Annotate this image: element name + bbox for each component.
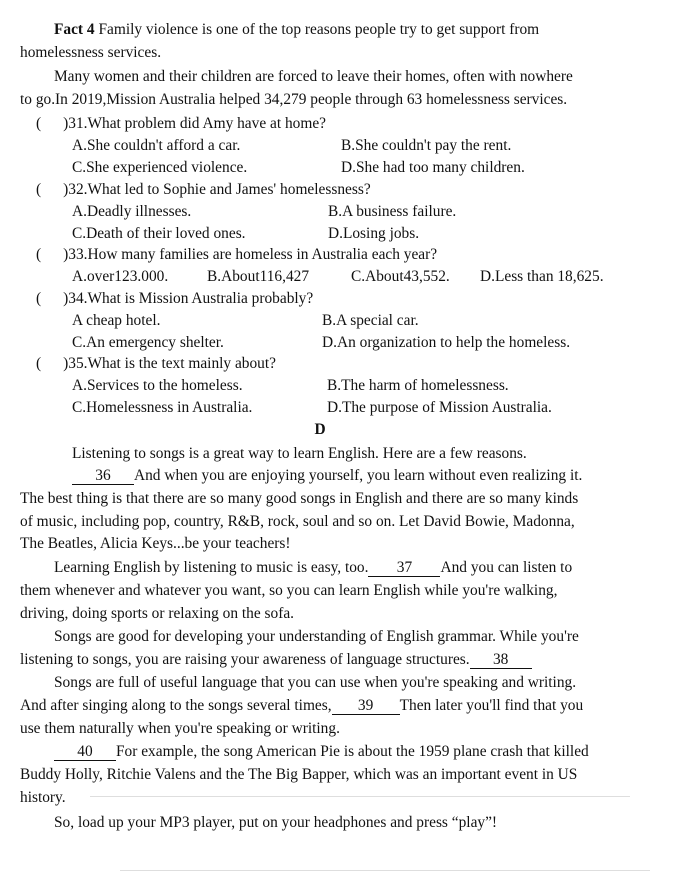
- option-a: A.over123.000.: [72, 268, 169, 285]
- question-33-stem: [36, 244, 677, 265]
- answer-paren: (: [36, 246, 42, 263]
- paragraph-text: And you can listen to: [440, 559, 573, 576]
- option-a: A.She couldn't afford a car.: [72, 137, 241, 154]
- option-b: B.The harm of homelessness.: [327, 377, 509, 394]
- option-c: C.About43,552.: [351, 268, 450, 285]
- answer-paren: (: [36, 181, 42, 198]
- option-b: B.A special car.: [322, 312, 419, 329]
- blank-38[interactable]: 38: [470, 651, 532, 669]
- option-a: A.Deadly illnesses.: [72, 203, 192, 220]
- answer-paren: (: [36, 115, 42, 132]
- paragraph-text: And after singing along to the songs several times,: [20, 697, 332, 714]
- answer-paren: (: [36, 290, 42, 307]
- paragraph-4-line-1: Songs are full of useful language that you can use when you're speaking and writing.: [54, 674, 577, 691]
- question-text: )31.What problem did Amy have at home?: [63, 115, 326, 132]
- option-d: D.Less than 18,625.: [480, 268, 604, 285]
- fact4-label: Fact 4: [54, 21, 95, 38]
- paragraph-3-line-1: Songs are good for developing your understanding of English grammar. While you're: [54, 628, 579, 645]
- paragraph-5-line-1: [54, 741, 677, 762]
- fact4-text-1: Family violence is one of the top reasons people try to get support from: [94, 21, 540, 38]
- option-a: A cheap hotel.: [72, 312, 161, 329]
- option-c: C.An emergency shelter.: [72, 334, 224, 351]
- blank-40[interactable]: 40: [54, 743, 116, 761]
- paragraph-1-line-1: [72, 465, 677, 486]
- question-text: )35.What is the text mainly about?: [63, 355, 276, 372]
- option-d: D.Losing jobs.: [328, 225, 420, 242]
- blank-37[interactable]: 37: [368, 559, 440, 577]
- question-32-stem: [36, 179, 677, 200]
- question-text: )34.What is Mission Australia probably?: [63, 290, 314, 307]
- question-text: )33.How many families are homeless in Australia each year?: [63, 246, 438, 263]
- blank-36[interactable]: 36: [72, 467, 134, 485]
- question-31-stem: [36, 113, 677, 134]
- paragraph-5-line-2: Buddy Holly, Ritchie Valens and the The Big Bapper, which was an important event in US: [20, 766, 578, 783]
- option-d: D.She had too many children.: [341, 159, 525, 176]
- paragraph-1-line-4: The Beatles, Alicia Keys...be your teachers!: [20, 535, 291, 552]
- scan-noise-line: [120, 870, 650, 871]
- paragraph-text: Learning English by listening to music is easy, too.: [54, 559, 369, 576]
- blank-39[interactable]: 39: [332, 697, 400, 715]
- paragraph-1-line-3: of music, including pop, country, R&B, rock, soul and so on. Let David Bowie, Madonna,: [20, 513, 575, 530]
- fact4-line-2: homelessness services.: [20, 44, 162, 61]
- option-c: C.Homelessness in Australia.: [72, 399, 253, 416]
- paragraph-2-line-3: driving, doing sports or relaxing on the sofa.: [20, 605, 294, 622]
- question-35-stem: [36, 353, 677, 374]
- paragraph-2-line-1: [54, 557, 677, 578]
- option-c: C.She experienced violence.: [72, 159, 248, 176]
- option-b: B.About116,427: [207, 268, 310, 285]
- scan-noise-line: [90, 796, 630, 797]
- paragraph-text: Then later you'll find that you: [399, 697, 584, 714]
- paragraph-text: listening to songs, you are raising your awareness of language structures.: [20, 651, 470, 668]
- paragraph-2-line-2: them whenever and whatever you want, so you can learn English while you're walking,: [20, 582, 558, 599]
- paragraph-4-line-2: [20, 695, 677, 716]
- paragraph-3-line-2: [20, 649, 677, 670]
- fact4-line-3: Many women and their children are forced to leave their homes, often with nowhere: [54, 68, 573, 85]
- option-c: C.Death of their loved ones.: [72, 225, 246, 242]
- answer-paren: (: [36, 355, 42, 372]
- option-a: A.Services to the homeless.: [72, 377, 243, 394]
- paragraph-5-line-3: history.: [20, 789, 66, 806]
- paragraph-4-line-3: use them naturally when you're speaking or writing.: [20, 720, 340, 737]
- option-b: B.She couldn't pay the rent.: [341, 137, 512, 154]
- paragraph-1-line-2: The best thing is that there are so many good songs in English and there are so many kinds: [20, 490, 579, 507]
- section-d-intro: Listening to songs is a great way to learn English. Here are a few reasons.: [72, 445, 527, 462]
- paragraph-6: So, load up your MP3 player, put on your headphones and press “play”!: [54, 814, 498, 831]
- fact4-line-4: to go.In 2019,Mission Australia helped 34,279 people through 63 homelessness services.: [20, 91, 568, 108]
- option-d: D.The purpose of Mission Australia.: [327, 399, 552, 416]
- question-34-stem: [36, 288, 677, 309]
- option-b: B.A business failure.: [328, 203, 457, 220]
- question-text: )32.What led to Sophie and James' homelessness?: [63, 181, 371, 198]
- section-d-heading: D: [314, 421, 326, 438]
- paragraph-text: And when you are enjoying yourself, you learn without even realizing it.: [134, 467, 583, 484]
- fact4-line-1: [54, 19, 674, 40]
- paragraph-text: For example, the song American Pie is about the 1959 plane crash that killed: [116, 743, 589, 760]
- option-d: D.An organization to help the homeless.: [322, 334, 571, 351]
